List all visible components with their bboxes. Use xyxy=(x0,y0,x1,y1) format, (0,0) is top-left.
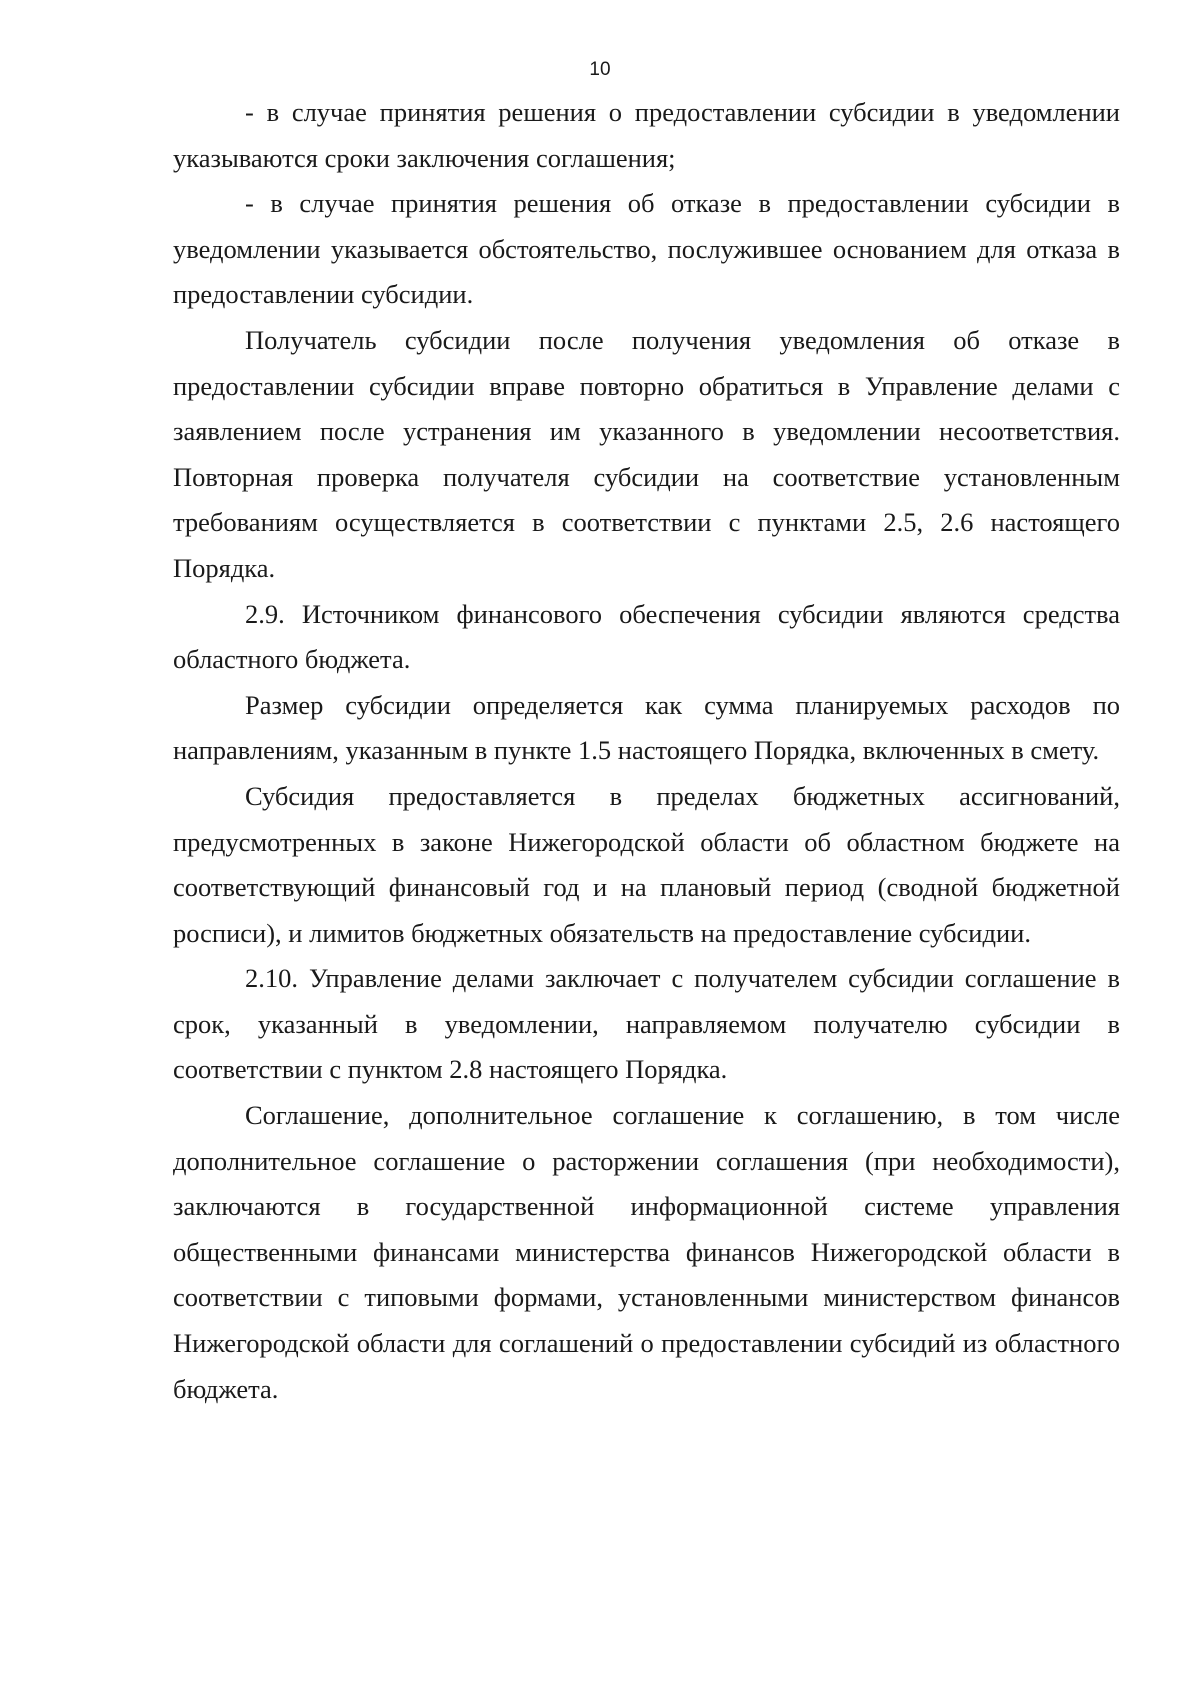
paragraph-notice-deadlines: - в случае принятия решения о предоставлении субсидии в уведомлении указываются сроки заключения соглашения; xyxy=(173,97,1120,173)
paragraph-budget-limits: Субсидия предоставляется в пределах бюджетных ассигнований, предусмотренных в законе Нижегородской области об областном бюджете на соответствующий финансовый год и на плановый период (сводной бюджетной росписи), и лимитов бюджетных обязательств на предоставление субсидии. xyxy=(173,780,1120,948)
page-number: 10 xyxy=(589,59,611,80)
paragraph-repeat-application: Получатель субсидии после получения уведомления об отказе в предоставлении субсидии вправе повторно обратиться в Управление делами с заявлением после устранения им указанного в уведомлении несоответствия. Повторная проверка получателя субсидии на соответствие установленным требованиям осуществляется в соответствии с пунктами 2.5, 2.6 настоящего Порядка. xyxy=(173,324,1120,583)
paragraph-2-9-funding-source: 2.9. Источником финансового обеспечения субсидии являются средства областного бюджета. xyxy=(173,598,1120,675)
paragraph-2-10-agreement: 2.10. Управление делами заключает с получателем субсидии соглашение в срок, указанный в уведомлении, направляемом получателю субсидии в соответствии с пунктом 2.8 настоящего Порядка. xyxy=(173,963,1120,1085)
document-body xyxy=(173,90,1120,1412)
paragraph-agreement-system: Соглашение, дополнительное соглашение к соглашению, в том числе дополнительное соглашение о расторжении соглашения (при необходимости), заключаются в государственной информационной системе управления общественными финансами министерства финансов Нижегородской области в соответствии с типовыми формами, установленными министерством финансов Нижегородской области для соглашений о предоставлении субсидий из областного бюджета. xyxy=(173,1100,1120,1404)
paragraph-notice-refusal: - в случае принятия решения об отказе в предоставлении субсидии в уведомлении указывается обстоятельство, послужившее основанием для отказа в предоставлении субсидии. xyxy=(173,188,1120,310)
paragraph-subsidy-amount: Размер субсидии определяется как сумма планируемых расходов по направлениям, указанным в пункте 1.5 настоящего Порядка, включенных в смету. xyxy=(173,689,1120,766)
